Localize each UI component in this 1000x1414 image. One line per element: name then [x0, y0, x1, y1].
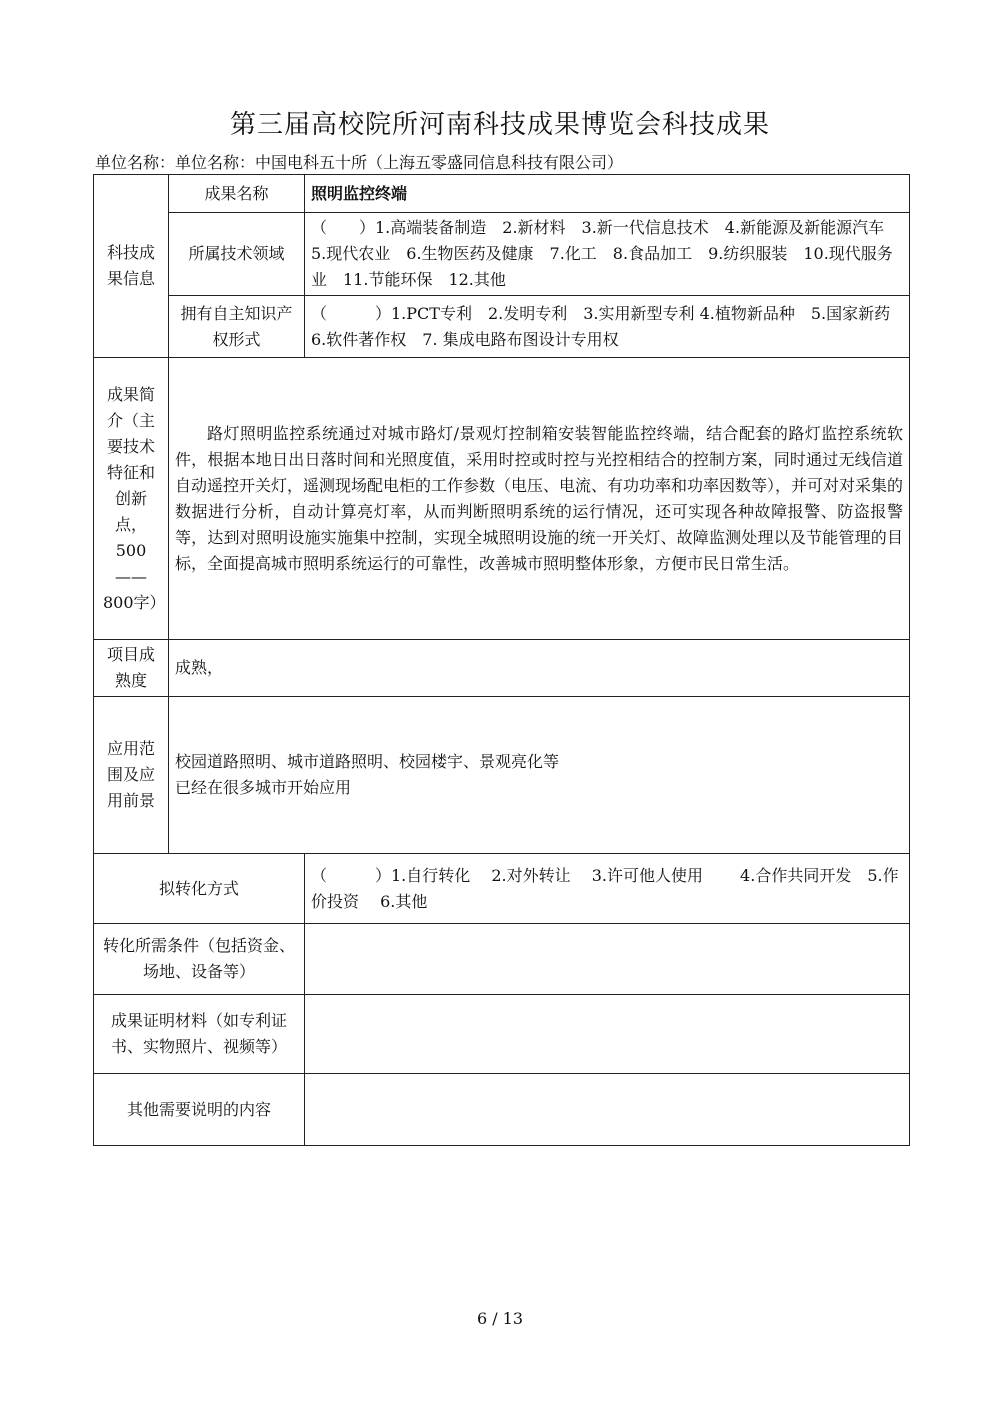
achievement-name-value: 照明监控终端: [305, 175, 910, 213]
section-info-label-cell: [94, 175, 169, 358]
proof-label: 成果证明材料（如专利证书、实物照片、视频等）: [94, 995, 305, 1074]
maturity-row: [94, 640, 910, 697]
maturity-label-cell: [94, 640, 169, 697]
section-info-label: 科技成果信息: [106, 243, 155, 288]
tech-field-label: 所属技术领域: [169, 213, 305, 296]
proof-row: [94, 995, 910, 1074]
intro-text-cell: [169, 358, 910, 640]
achievement-form-table: [93, 174, 910, 1146]
application-line-1: 校园道路照明、城市道路照明、校园楼宇、景观亮化等: [175, 752, 560, 771]
document-title: 第三届高校院所河南科技成果博览会科技成果: [229, 110, 770, 140]
transfer-label: 拟转化方式: [94, 854, 305, 924]
application-line-2: 已经在很多城市开始应用: [175, 778, 352, 797]
application-row: [94, 697, 910, 854]
transfer-options: （ ）1.自行转化 2.对外转让 3.许可他人使用 4.合作共同开发 5.作价投资 6.其他: [305, 854, 910, 924]
application-value-cell: [169, 697, 910, 854]
intro-label: 成果简介（主要技术特征和创新点，500——800字）: [103, 384, 166, 612]
other-value[interactable]: [305, 1074, 910, 1146]
intro-label-cell: [94, 358, 169, 640]
other-label: 其他需要说明的内容: [94, 1074, 305, 1146]
page-number: 6 / 13: [476, 1309, 524, 1328]
achievement-name-row: [94, 175, 910, 213]
tech-field-row: [94, 213, 910, 296]
application-label: 应用范围及应用前景: [106, 739, 155, 810]
ip-form-label: 拥有自主知识产权形式: [169, 296, 305, 358]
other-row: [94, 1074, 910, 1146]
proof-value[interactable]: [305, 995, 910, 1074]
transfer-row: [94, 854, 910, 924]
ip-form-options: （ ）1.PCT专利 2.发明专利 3.实用新型专利 4.植物新品种 5.国家新药 6.软件著作权 7. 集成电路布图设计专用权: [305, 296, 910, 358]
tech-field-options: （ ）1.高端装备制造 2.新材料 3.新一代信息技术 4.新能源及新能源汽车 5.现代农业 6.生物医药及健康 7.化工 8.食品加工 9.纺织服装 10.现代服务业 11.节能环保 12.其他: [305, 213, 910, 296]
conditions-row: [94, 924, 910, 995]
maturity-label: 项目成熟度: [106, 645, 155, 690]
conditions-label: 转化所需条件（包括资金、场地、设备等）: [94, 924, 305, 995]
application-label-cell: [94, 697, 169, 854]
intro-text: 路灯照明监控系统通过对城市路灯/景观灯控制箱安装智能监控终端，结合配套的路灯监控系统软件，根据本地日出日落时间和光照度值，采用时控或时控与光控相结合的控制方案，同时通过无线信道自动遥控开关灯，遥测现场配电柜的工作参数（电压、电流、有功功率和功率因数等），并可对对采集的数据进行分析，自动计算亮灯率，从而判断照明系统的运行情况，还可实现各种故障报警、防盗报警等，达到对照明设施实施集中控制，实现全城照明设施的统一开关灯、故障监测处理以及节能管理的目标，全面提高城市照明系统运行的可靠性，改善城市照明整体形象，方便市民日常生活。: [175, 423, 904, 573]
maturity-value: 成熟，: [169, 640, 910, 697]
ip-form-row: [94, 296, 910, 358]
unit-name-line: 单位名称：单位名称：中国电科五十所（上海五零盛同信息科技有限公司）: [95, 153, 624, 172]
intro-row: [94, 358, 910, 640]
conditions-value[interactable]: [305, 924, 910, 995]
achievement-name-label: 成果名称: [169, 175, 305, 213]
